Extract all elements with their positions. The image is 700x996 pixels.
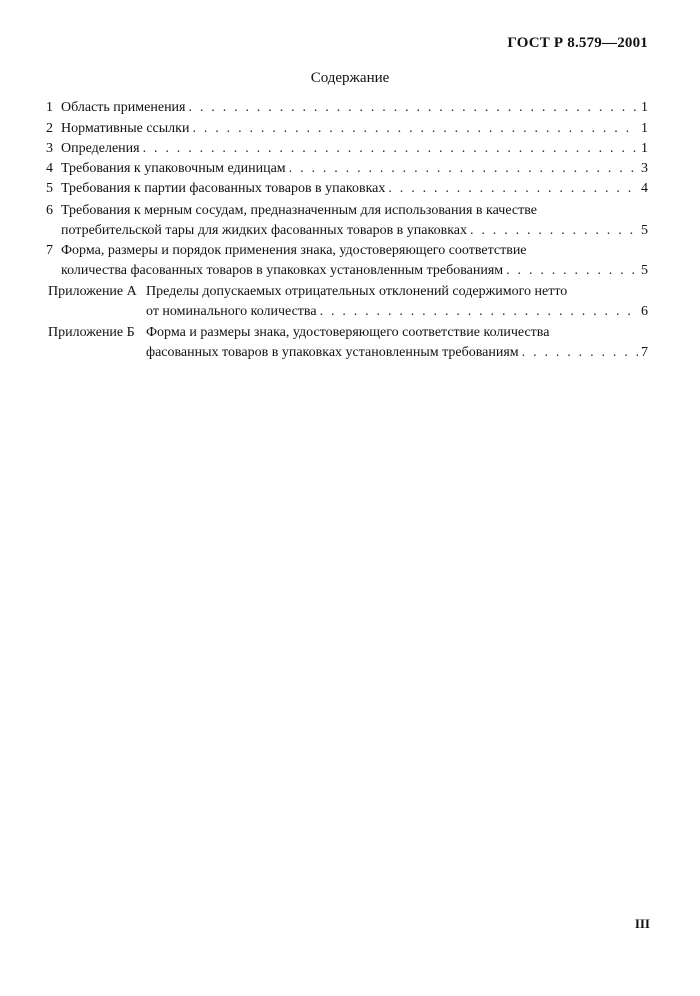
toc-entry-title-cont: фасованных товаров в упаковках установленным требованиям bbox=[146, 345, 519, 360]
toc-entry-3[interactable] bbox=[0, 139, 700, 159]
page-number: III bbox=[634, 916, 650, 931]
toc-entry-title: Область применения bbox=[61, 100, 186, 115]
toc-entry-title: Требования к мерным сосудам, предназначенным для использования в качестве bbox=[61, 203, 537, 218]
leader-dots bbox=[470, 221, 638, 241]
toc-entry-page: 5 bbox=[641, 263, 648, 278]
toc-entry-title: Требования к упаковочным единицам bbox=[61, 161, 286, 176]
toc-entry-number: 4 bbox=[46, 161, 53, 176]
toc-entry-title: Требования к партии фасованных товаров в упаковках bbox=[61, 181, 386, 196]
toc-entry-page: 7 bbox=[641, 345, 648, 360]
toc-entry-1[interactable] bbox=[0, 98, 700, 118]
toc-appendix-b-continuation[interactable] bbox=[0, 343, 700, 363]
toc-entry-title: Пределы допускаемых отрицательных отклонений содержимого нетто bbox=[146, 284, 568, 299]
toc-entry-number: 2 bbox=[46, 121, 53, 136]
toc-entry-page: 1 bbox=[641, 121, 648, 136]
toc-entry-number: 5 bbox=[46, 181, 53, 196]
leader-dots bbox=[189, 98, 639, 118]
toc-entry-title: Определения bbox=[61, 141, 140, 156]
leader-dots bbox=[192, 119, 638, 139]
toc-entry-page: 3 bbox=[641, 161, 648, 176]
toc-entry-4[interactable] bbox=[0, 159, 700, 179]
toc-entry-2[interactable] bbox=[0, 119, 700, 139]
toc-appendix-a-continuation[interactable] bbox=[0, 302, 700, 322]
toc-entry-title: Форма и размеры знака, удостоверяющего соответствие количества bbox=[146, 325, 550, 340]
leader-dots bbox=[522, 343, 638, 363]
leader-dots bbox=[320, 302, 638, 322]
document-code: ГОСТ Р 8.579—2001 bbox=[507, 35, 648, 51]
toc-entry-6[interactable] bbox=[0, 201, 700, 221]
leader-dots bbox=[289, 159, 638, 179]
toc-entry-number: 7 bbox=[46, 243, 53, 258]
toc-entry-title-cont: потребительской тары для жидких фасованных товаров в упаковках bbox=[61, 223, 467, 238]
toc-entry-page: 4 bbox=[641, 181, 648, 196]
toc-entry-7-continuation[interactable] bbox=[0, 261, 700, 281]
appendix-label: Приложение Б bbox=[48, 325, 135, 340]
appendix-label: Приложение А bbox=[48, 284, 137, 299]
toc-appendix-b[interactable] bbox=[0, 323, 700, 343]
toc-entry-page: 1 bbox=[641, 141, 648, 156]
toc-appendix-a[interactable] bbox=[0, 282, 700, 302]
toc-entry-5[interactable] bbox=[0, 179, 700, 199]
toc-entry-page: 5 bbox=[641, 223, 648, 238]
toc-entry-6-continuation[interactable] bbox=[0, 221, 700, 241]
toc-entry-page: 6 bbox=[641, 304, 648, 319]
toc-entry-page: 1 bbox=[641, 100, 648, 115]
leader-dots bbox=[388, 179, 638, 199]
toc-entry-number: 3 bbox=[46, 141, 53, 156]
leader-dots bbox=[506, 261, 638, 281]
toc-entry-7[interactable] bbox=[0, 241, 700, 261]
toc-entry-title: Форма, размеры и порядок применения знака, удостоверяющего соответствие bbox=[61, 243, 527, 258]
leader-dots bbox=[143, 139, 638, 159]
toc-entry-number: 1 bbox=[46, 100, 53, 115]
toc-entry-title-cont: количества фасованных товаров в упаковках установленным требованиям bbox=[61, 263, 504, 278]
toc-title: Содержание bbox=[310, 70, 390, 86]
toc-entry-number: 6 bbox=[46, 203, 53, 218]
toc-entry-title: Нормативные ссылки bbox=[61, 121, 190, 136]
toc-entry-title-cont: от номинального количества bbox=[146, 304, 317, 319]
